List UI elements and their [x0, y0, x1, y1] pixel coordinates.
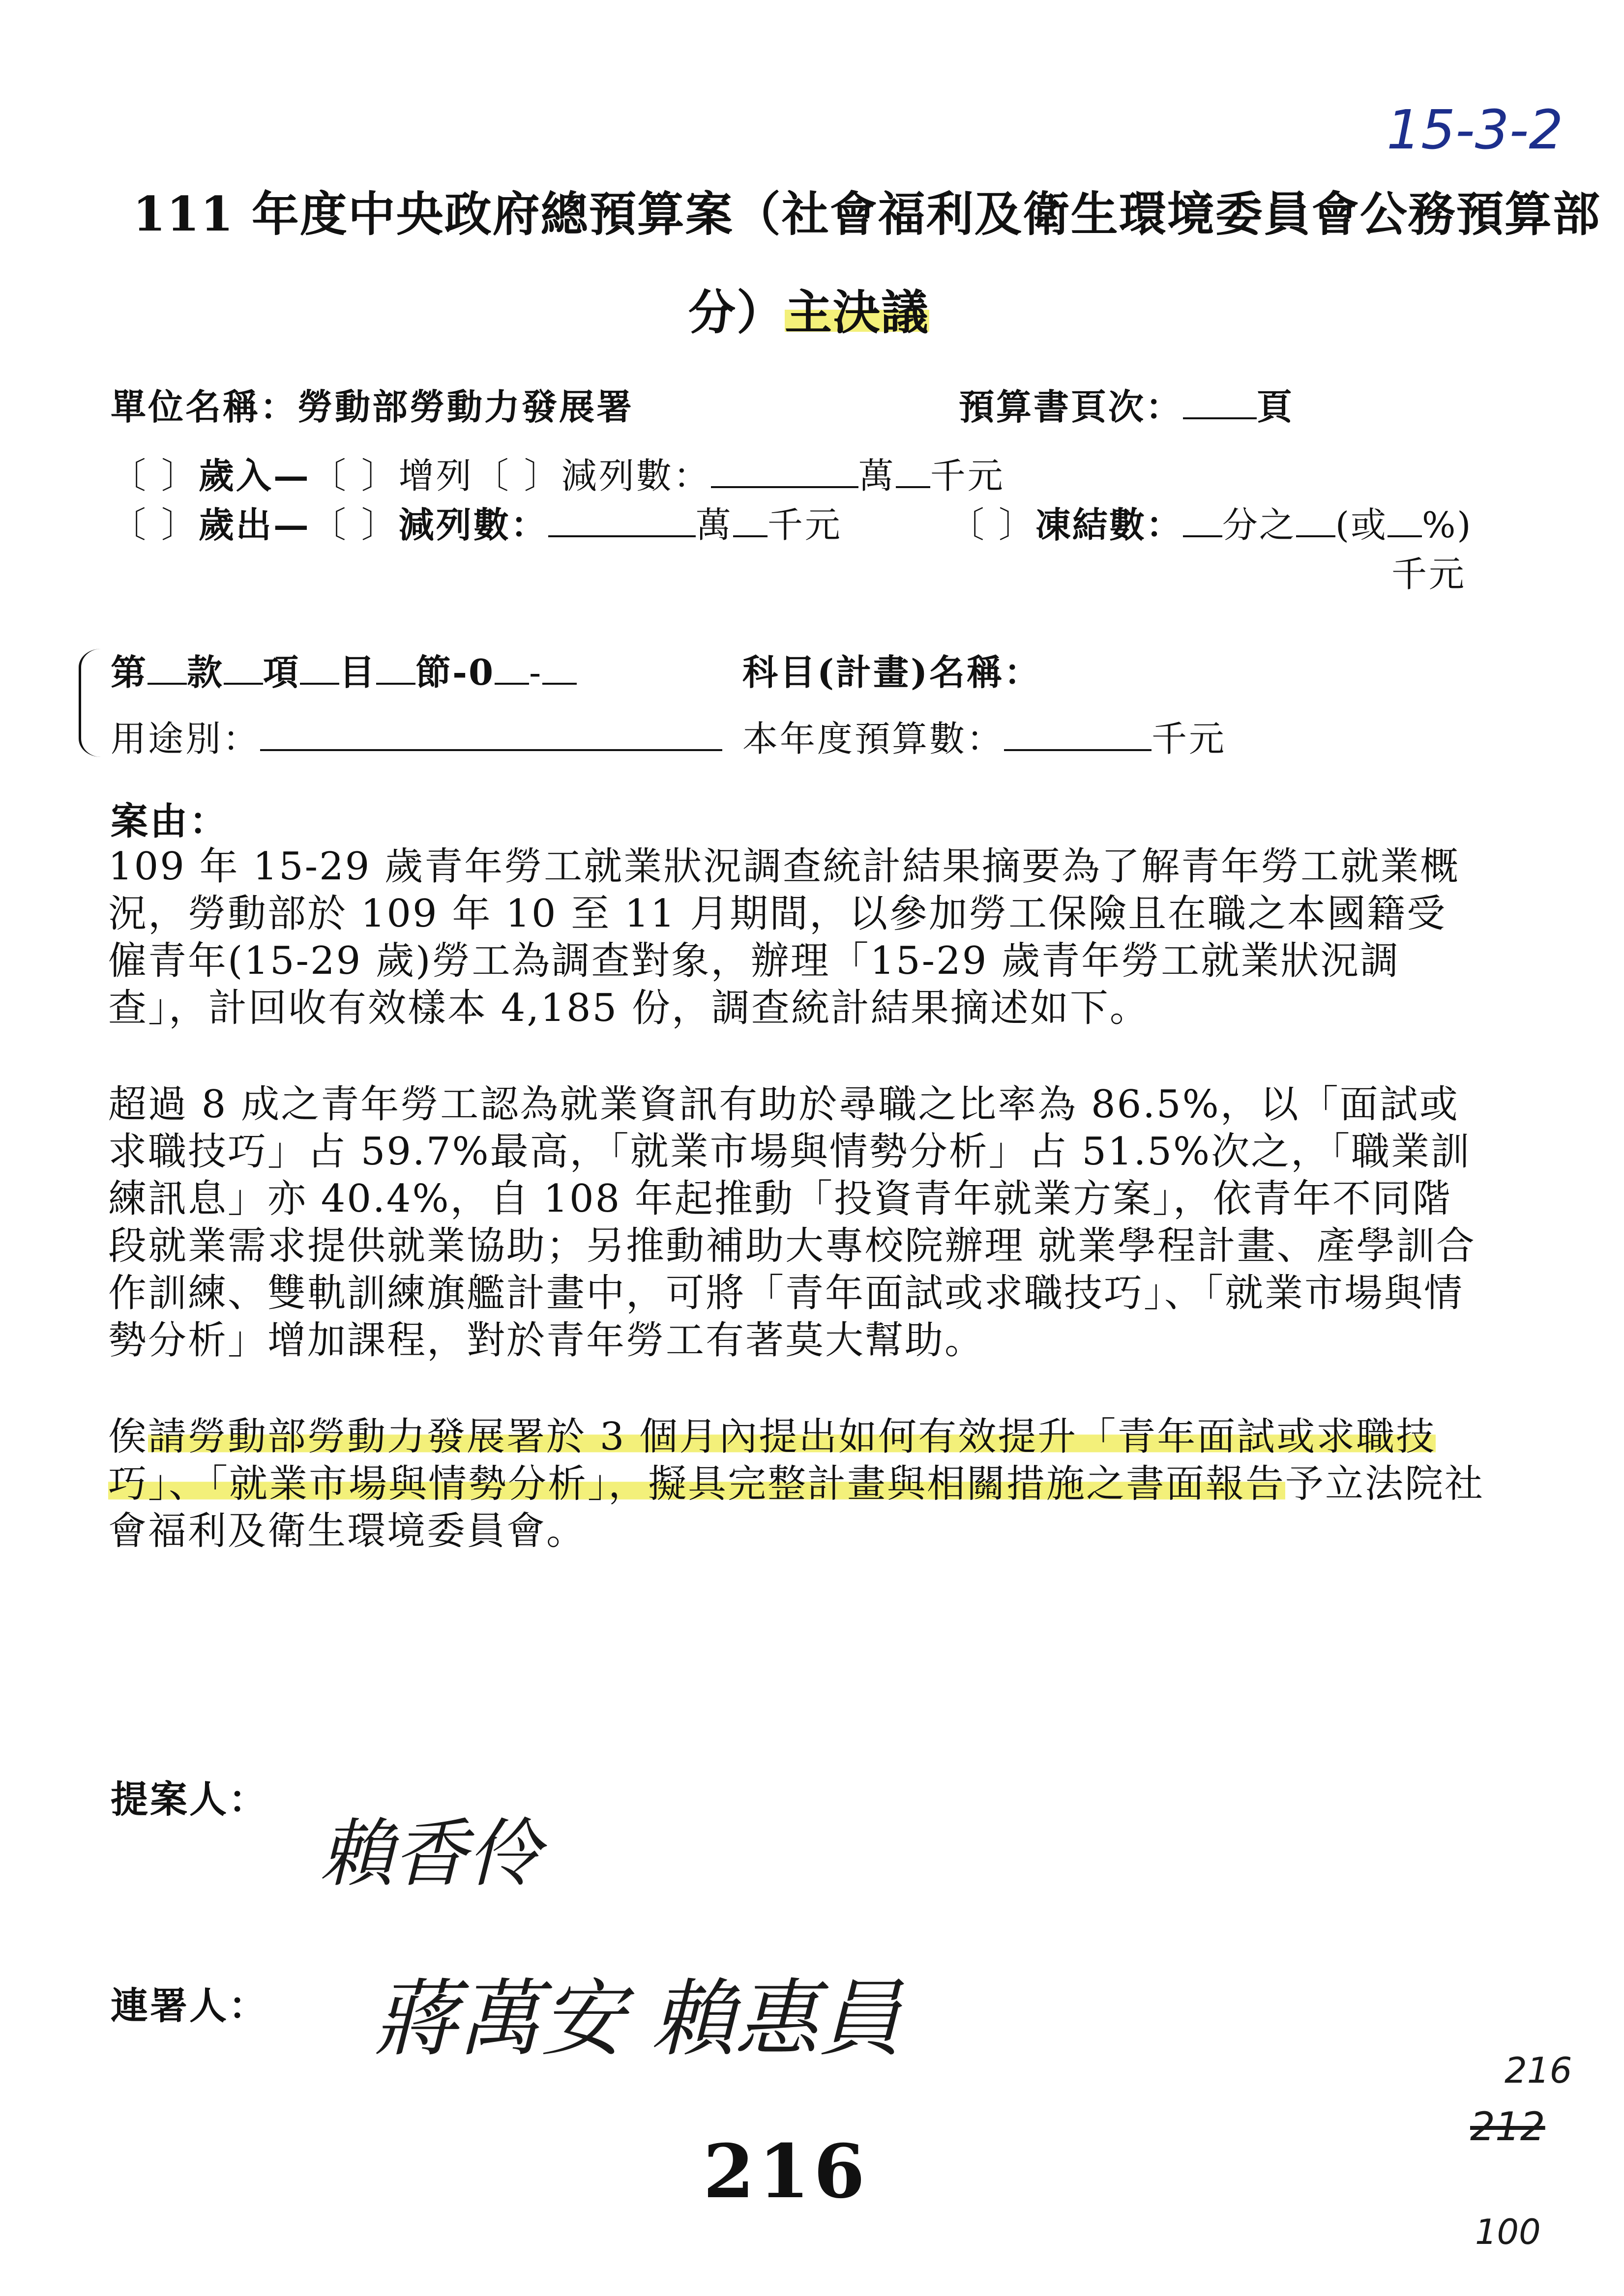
mu-blank[interactable] — [300, 653, 339, 685]
section-kuan: 款 — [187, 651, 224, 693]
add-checkbox[interactable]: 〔 〕 — [310, 455, 399, 496]
page-number: 216 — [703, 2128, 869, 2215]
section-jie: 節-0 — [415, 651, 495, 693]
proposer-label: 提案人： — [111, 1777, 268, 1821]
corner-note: 15-3-2 — [1387, 98, 1564, 161]
section-row — [111, 644, 577, 695]
income-checkbox[interactable]: 〔 〕 — [111, 455, 199, 496]
freeze-percent-blank[interactable] — [1388, 506, 1422, 537]
usage-blank[interactable] — [260, 720, 722, 751]
expense-label: 歲出— — [198, 504, 311, 546]
reduce-label: 減列數： — [561, 455, 711, 496]
jie-blank[interactable] — [376, 653, 415, 685]
unit-value: 勞動部勞動力發展署 — [297, 386, 634, 428]
paragraph-3-prefix: 俟 — [108, 1415, 148, 1459]
income-row — [111, 447, 1005, 498]
freeze-unit: 千元 — [1391, 553, 1467, 595]
reason-label: 案由： — [111, 799, 229, 843]
section-brace — [79, 649, 101, 757]
title-main-resolution: 主決議 — [785, 285, 929, 340]
budget-unit: 千元 — [1152, 718, 1227, 759]
title-suffix: 分） — [688, 285, 785, 340]
cosigner-label: 連署人： — [111, 1984, 268, 2028]
freeze-row — [949, 496, 1473, 548]
subject-label: 科目(計畫)名稱： — [742, 651, 1042, 693]
freeze-fen: 分之 — [1222, 504, 1296, 546]
unit-label: 單位名稱： — [111, 386, 298, 428]
section-mu: 目 — [339, 651, 377, 693]
proposer-signature: 賴香伶 — [320, 1811, 541, 1897]
expense-wan-blank[interactable] — [548, 506, 696, 537]
reason-body — [108, 843, 1485, 1555]
expense-wan-unit: 萬 — [695, 504, 733, 546]
freeze-checkbox[interactable]: 〔 〕 — [949, 504, 1035, 546]
freeze-label: 凍結數： — [1035, 504, 1183, 546]
income-wan-blank[interactable] — [711, 457, 858, 488]
expense-qian-unit: 千元 — [767, 504, 842, 546]
wan-unit: 萬 — [858, 455, 896, 496]
budget-page-blank[interactable] — [1183, 388, 1257, 419]
freeze-or: (或 — [1335, 504, 1388, 546]
expense-reduce-checkbox[interactable]: 〔 〕 — [310, 504, 399, 546]
jie-sub-blank2[interactable] — [542, 653, 577, 685]
paragraph-3-suffix: 予立法院社會福利及衛生環境委員會。 — [108, 1462, 1485, 1553]
page-title-line2 — [688, 275, 929, 343]
budget-blank[interactable] — [1004, 720, 1152, 751]
expense-qian-blank[interactable] — [733, 506, 768, 537]
paragraph-2: 超過 8 成之青年勞工認為就業資訊有助於尋職之比率為 86.5%，以「面試或求職技巧」占 59.7%最高，「就業市場與情勢分析」占 51.5%次之，「職業訓練訊息」亦 40.4%，自 108 年起推動「投資青年就業方案」，依青年不同階段就業需求提供就業協助；另推動補助大專校院辦理 就業學程計畫、產學訓合作訓練、雙軌訓練旗艦計畫中，可將「青年面試或求職技巧」、「就業市場與情勢分析」增加課程，對於青年勞工有著莫大幫助。 — [108, 1082, 1476, 1363]
budget-page-suffix: 頁 — [1257, 386, 1295, 428]
paragraph-1: 109 年 15-29 歲青年勞工就業狀況調查統計結果摘要為了解青年勞工就業概況，勞動部於 109 年 10 至 11 月期間，以參加勞工保險且在職之本國籍受僱青年(15-29 歲)勞工為調查對象，辦理「15-29 歲青年勞工就業狀況調查」，計回收有效樣本 4,185 份，調查統計結果摘述如下。 — [108, 844, 1460, 1030]
margin-note-212: 212 — [1470, 2104, 1545, 2150]
expense-checkbox[interactable]: 〔 〕 — [111, 504, 199, 546]
usage-row — [111, 710, 722, 761]
qian-unit: 千元 — [930, 455, 1005, 496]
add-label: 增列 — [398, 455, 473, 496]
paragraph-3-highlight: 請勞動部勞動力發展署於 3 個月內提出如何有效提升「青年面試或求職技巧」、「就業市場與情勢分析」，擬具完整計畫與相關措施之書面報告 — [108, 1415, 1436, 1506]
reduce-checkbox[interactable]: 〔 〕 — [473, 455, 561, 496]
margin-note-100: 100 — [1475, 2212, 1541, 2252]
budget-page-row — [959, 378, 1294, 430]
income-label: 歲入— — [198, 455, 311, 496]
page-title-line1: 111 年度中央政府總預算案（社會福利及衛生環境委員會公務預算部 — [133, 186, 1601, 242]
expense-reduce-label: 減列數： — [398, 504, 548, 546]
cosigner-signatures: 蔣萬安 賴惠員 — [374, 1971, 902, 2068]
budget-row — [742, 710, 1226, 761]
xiang-blank[interactable] — [224, 653, 263, 685]
kuan-blank[interactable] — [148, 653, 187, 685]
budget-page-label: 預算書頁次： — [959, 386, 1183, 428]
section-xiang: 項 — [263, 651, 300, 693]
margin-note-216: 216 — [1505, 2050, 1572, 2091]
expense-row — [111, 496, 842, 548]
section-dash: - — [529, 652, 543, 693]
freeze-numerator-blank[interactable] — [1183, 506, 1222, 537]
paragraph-3 — [108, 1413, 1485, 1555]
income-qian-blank[interactable] — [896, 457, 930, 488]
freeze-denominator-blank[interactable] — [1296, 506, 1335, 537]
unit-row — [111, 378, 634, 430]
usage-label: 用途別： — [111, 718, 261, 759]
budget-label: 本年度預算數： — [742, 718, 1004, 759]
freeze-pct: %) — [1422, 504, 1473, 546]
jie-sub-blank1[interactable] — [495, 653, 529, 685]
section-di: 第 — [111, 651, 148, 693]
